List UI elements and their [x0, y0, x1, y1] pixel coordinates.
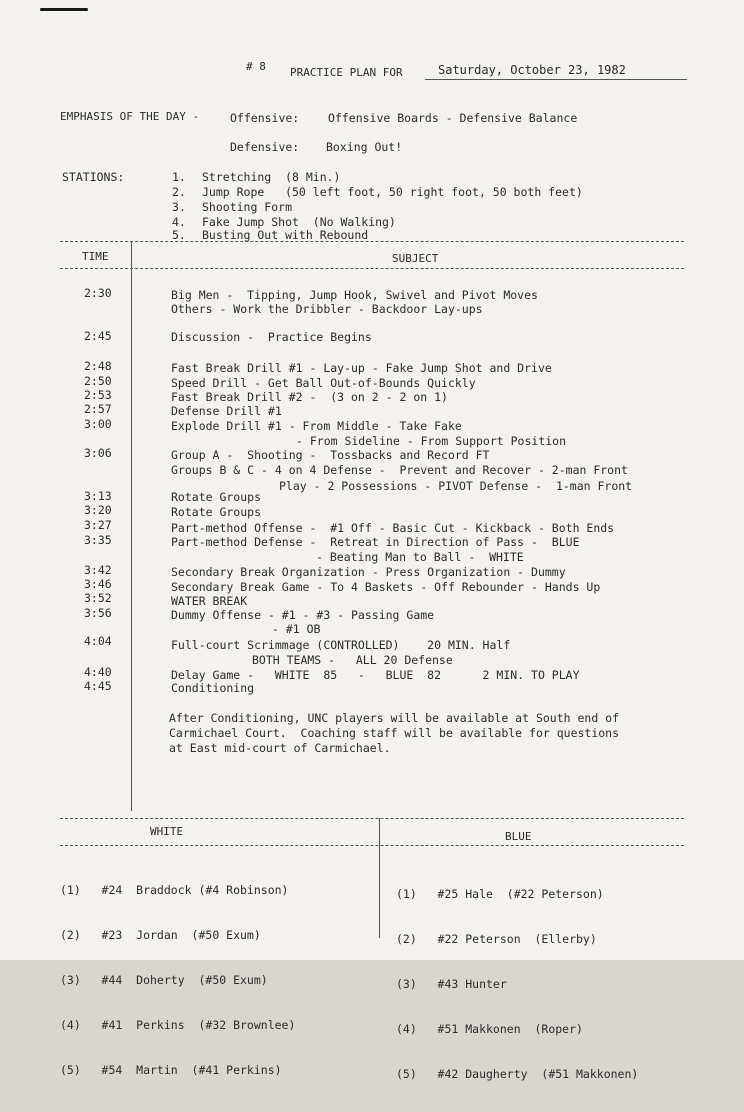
closing-note: [169, 711, 619, 756]
teams-column-divider: [379, 818, 380, 938]
station-item: 3. Shooting Form: [172, 200, 293, 214]
plan-title: PRACTICE PLAN FOR: [290, 66, 403, 79]
subject-line: Secondary Break Game - To 4 Baskets - Off Rebounder - Hands Up: [171, 580, 601, 594]
station-item: 2. Jump Rope (50 left foot, 50 right foot, 50 both feet): [172, 185, 583, 199]
offensive-value: Offensive Boards - Defensive Balance: [328, 111, 578, 125]
subject-line: WATER BREAK: [171, 594, 248, 608]
time-cell: 2:50: [84, 374, 112, 388]
roster-entry: (4) #51 Makkonen (Roper): [396, 1022, 583, 1036]
subject-line: Full-court Scrimmage (CONTROLLED) 20 MIN. Half: [171, 638, 511, 652]
time-cell: 2:48: [84, 359, 112, 373]
roster-entry: (3) #43 Hunter: [396, 977, 507, 991]
time-cell: 2:30: [84, 286, 112, 300]
binding-mark: [40, 8, 88, 11]
subject-line: Big Men - Tipping, Jump Hook, Swivel and Pivot Moves: [171, 288, 538, 302]
table-header-rule: [60, 268, 684, 269]
subject-line: Explode Drill #1 - From Middle - Take Fake: [171, 419, 462, 433]
time-cell: 3:06: [84, 446, 112, 460]
note-line: Carmichael Court. Coaching staff will be available for questions: [169, 726, 620, 740]
time-cell: 2:57: [84, 402, 112, 416]
station-item: 5. Busting Out with Rebound: [172, 228, 369, 242]
subject-line: Fast Break Drill #2 - (3 on 2 - 2 on 1): [171, 390, 448, 404]
blue-team-header: BLUE: [505, 830, 532, 843]
time-cell: 4:04: [84, 634, 112, 648]
subject-column-header: SUBJECT: [392, 252, 439, 265]
subject-line: Secondary Break Organization - Press Organization - Dummy: [171, 565, 566, 579]
teams-top-rule: [60, 818, 684, 819]
roster-entry: (3) #44 Doherty (#50 Exum): [60, 973, 268, 987]
white-roster: [60, 853, 295, 1108]
time-cell: 3:46: [84, 577, 112, 591]
roster-entry: (2) #22 Peterson (Ellerby): [396, 932, 597, 946]
blue-roster: [396, 857, 638, 1112]
subject-line: Conditioning: [171, 681, 255, 695]
roster-entry: (5) #42 Daugherty (#51 Makkonen): [396, 1067, 639, 1081]
subject-line: BOTH TEAMS - ALL 20 Defense: [252, 653, 453, 667]
time-cell: 3:52: [84, 591, 112, 605]
subject-line: Rotate Groups: [171, 490, 262, 504]
time-cell: 2:45: [84, 329, 112, 343]
time-column-header: TIME: [82, 250, 109, 263]
plan-date: Saturday, October 23, 1982: [438, 63, 626, 77]
subject-line: - Beating Man to Ball - WHITE: [316, 550, 524, 564]
teams-header-rule: [60, 845, 684, 846]
time-cell: 3:00: [84, 417, 112, 431]
note-line: at East mid-court of Carmichael.: [169, 741, 391, 755]
roster-entry: (4) #41 Perkins (#32 Brownlee): [60, 1018, 296, 1032]
subject-line: - #1 OB: [272, 622, 321, 636]
subject-line: Play - 2 Possessions - PIVOT Defense - 1-man Front: [279, 479, 633, 493]
roster-entry: (1) #25 Hale (#22 Peterson): [396, 887, 604, 901]
subject-line: - From Sideline - From Support Position: [296, 434, 567, 448]
roster-entry: (1) #24 Braddock (#4 Robinson): [60, 883, 289, 897]
subject-line: Group A - Shooting - Tossbacks and Record FT: [171, 448, 490, 462]
time-cell: 4:40: [84, 665, 112, 679]
subject-line: Discussion - Practice Begins: [171, 330, 372, 344]
date-underline: [425, 79, 687, 80]
defensive-value: Boxing Out!: [326, 140, 403, 154]
emphasis-label: EMPHASIS OF THE DAY -: [60, 110, 200, 123]
white-team-header: WHITE: [150, 825, 184, 838]
subject-line: Others - Work the Dribbler - Backdoor Lay-ups: [171, 302, 483, 316]
plan-number: # 8: [246, 60, 266, 73]
roster-entry: (5) #54 Martin (#41 Perkins): [60, 1063, 282, 1077]
subject-line: Defense Drill #1: [171, 404, 282, 418]
offensive-label: Offensive:: [230, 111, 300, 125]
stations-label: STATIONS:: [62, 170, 125, 184]
station-item: 4. Fake Jump Shot (No Walking): [172, 215, 396, 229]
subject-line: Dummy Offense - #1 - #3 - Passing Game: [171, 608, 435, 622]
time-cell: 3:35: [84, 533, 112, 547]
subject-line: Part-method Offense - #1 Off - Basic Cut - Kickback - Both Ends: [171, 521, 615, 535]
subject-line: Fast Break Drill #1 - Lay-up - Fake Jump Shot and Drive: [171, 361, 552, 375]
time-cell: 2:53: [84, 388, 112, 402]
subject-line: Speed Drill - Get Ball Out-of-Bounds Quickly: [171, 376, 476, 390]
time-cell: 3:13: [84, 489, 112, 503]
note-line: After Conditioning, UNC players will be available at South end of: [169, 711, 620, 725]
station-item: 1. Stretching (8 Min.): [172, 170, 341, 184]
time-cell: 4:45: [84, 679, 112, 693]
time-cell: 3:56: [84, 606, 112, 620]
time-cell: 3:42: [84, 563, 112, 577]
table-top-rule: [60, 241, 684, 242]
time-cell: 3:20: [84, 503, 112, 517]
defensive-label: Defensive:: [230, 140, 300, 154]
roster-entry: (2) #23 Jordan (#50 Exum): [60, 928, 261, 942]
subject-line: Delay Game - WHITE 85 - BLUE 82 2 MIN. TO PLAY: [171, 668, 580, 682]
subject-line: Groups B & C - 4 on 4 Defense - Prevent and Recover - 2-man Front: [171, 463, 628, 477]
subject-line: Part-method Defense - Retreat in Direction of Pass - BLUE: [171, 535, 580, 549]
subject-line: Rotate Groups: [171, 505, 262, 519]
time-cell: 3:27: [84, 518, 112, 532]
time-column-divider: [131, 241, 132, 811]
